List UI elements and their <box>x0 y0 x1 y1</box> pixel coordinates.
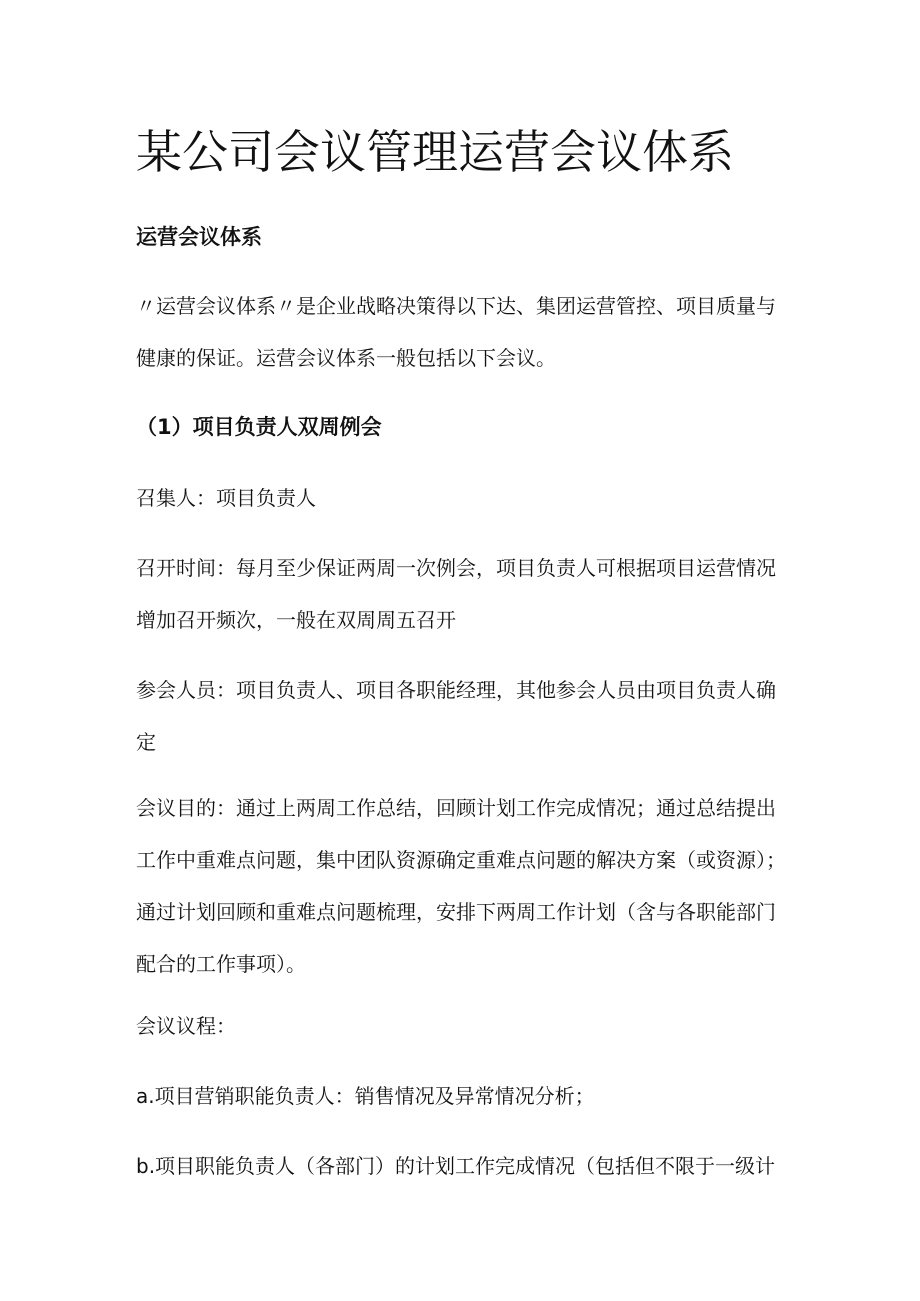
subsection-heading: （1）项目负责人双周例会 <box>136 415 382 439</box>
attendees-paragraph <box>136 664 796 768</box>
agenda-item-b <box>136 1140 796 1192</box>
convener-line: 召集人：项目负责人 <box>136 486 316 510</box>
purpose-line-4: 配合的工作事项）。 <box>136 952 306 976</box>
attendees-line-2: 定 <box>136 730 156 754</box>
purpose-line-2: 工作中重难点问题，集中团队资源确定重难点问题的解决方案（或资源）； <box>136 848 786 872</box>
attendees-line-1: 参会人员：项目负责人、项目各职能经理，其他参会人员由项目负责人确 <box>136 678 776 702</box>
agenda-item-a-line: a.项目营销职能负责人：销售情况及异常情况分析； <box>136 1084 595 1108</box>
agenda-item-b-line: b.项目职能负责人（各部门）的计划工作完成情况（包括但不限于一级计 <box>136 1154 776 1178</box>
purpose-line-1: 会议目的：通过上两周工作总结，回顾计划工作完成情况；通过总结提出 <box>136 796 776 820</box>
document-title: 某公司会议管理运营会议体系 <box>136 125 734 179</box>
convener-paragraph <box>136 472 796 524</box>
intro-paragraph <box>136 280 796 384</box>
purpose-paragraph <box>136 782 796 990</box>
agenda-label-paragraph <box>136 1000 796 1052</box>
section-heading: 运营会议体系 <box>136 225 262 249</box>
time-line-1: 召开时间：每月至少保证两周一次例会，项目负责人可根据项目运营情况 <box>136 556 776 580</box>
agenda-label: 会议议程： <box>136 1014 236 1038</box>
agenda-item-a <box>136 1070 796 1122</box>
intro-line-2: 健康的保证。运营会议体系一般包括以下会议。 <box>136 346 556 370</box>
purpose-line-3: 通过计划回顾和重难点问题梳理，安排下两周工作计划（含与各职能部门 <box>136 900 776 924</box>
intro-line-1: 〃运营会议体系〃是企业战略决策得以下达、集团运营管控、项目质量与 <box>136 294 776 318</box>
time-paragraph <box>136 542 796 646</box>
time-line-2: 增加召开频次，一般在双周周五召开 <box>136 608 456 632</box>
